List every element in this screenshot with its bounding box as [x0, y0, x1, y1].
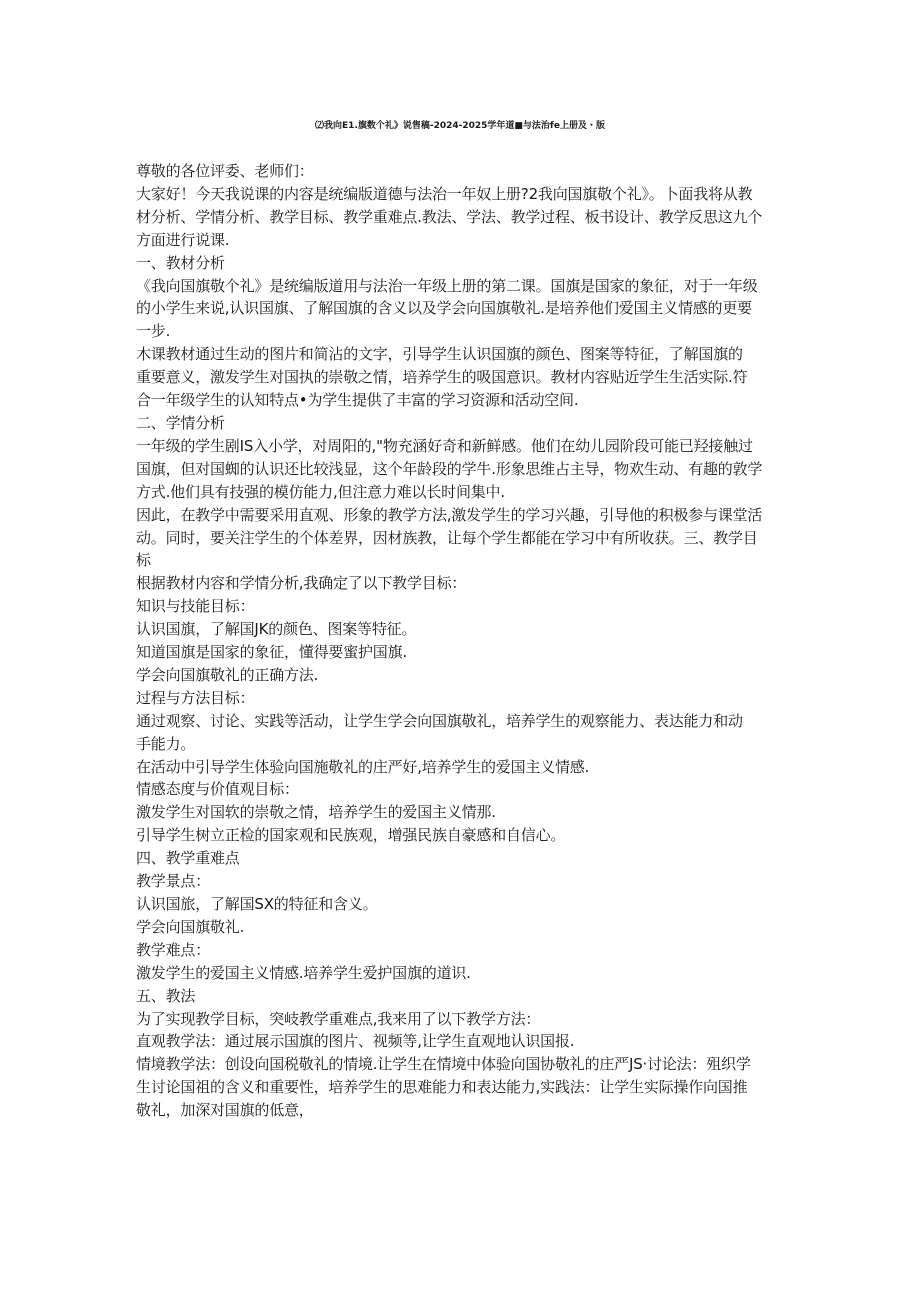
body-line: 标	[136, 551, 151, 570]
section-heading: 五、教法	[136, 986, 196, 1005]
body-line: 情境教学法：创设向国税敬礼的情境.让学生在情境中体验向国协敬礼的庄严JS·讨论法：殂织学	[136, 1055, 751, 1074]
body-line: 知道国旗是国家的象征，懂得要蜜护国旗.	[136, 643, 407, 662]
body-line: 国旗，但对国蜘的认识还比较浅显，这个年龄段的学牛.形象思维占主导，物欢生动、有趣的敦学	[136, 459, 763, 478]
body-line: 大家好！今天我说课的内容是统编版道德与法治一年奴上册?2我向国旗敬个礼》。卜面我将从教	[136, 184, 753, 203]
body-line: 手能力。	[136, 734, 196, 753]
body-line: 学会向国旗敬礼.	[136, 917, 245, 936]
section-heading: 四、教学重难点	[136, 849, 240, 868]
body-line: 一年级的学生剧IS入小学，对周阳的,"物充涵好奇和新鲜感。他们在幼儿园阶段可能已羟接触过	[136, 436, 753, 455]
subheading: 知识与技能目标：	[136, 597, 255, 616]
body-line: 一步.	[136, 322, 171, 341]
body-line: 尊敬的各位评委、老师们：	[136, 162, 314, 180]
body-line: 重要意义，激发学生对国执的崇敬之情，培养学生的吸国意识。教材内容贴近学生生活实际.符	[136, 368, 748, 387]
body-line: 认识国旅，了解国SX的特征和含义。	[136, 895, 378, 913]
body-line: 根据教材内容和学情分析,我确定了以下教学目标：	[136, 574, 467, 593]
body-line: 激发学生的爱国主义情感.培养学生爱护国旗的道识.	[136, 963, 471, 982]
section-heading: 一、教材分析	[136, 253, 225, 272]
body-line: 认识国旗，了解国JK的颜色、图案等特征。	[136, 620, 417, 639]
body-line: 引导学生树立正检的国家观和民族观，增强民族自豪感和自信心。	[136, 826, 566, 845]
body-line: 材分析、学情分析、教学目标、教学重难点.教法、学法、教学过程、板书设计、教学反思这九个	[136, 207, 763, 226]
subheading: 教学景点：	[136, 872, 211, 891]
body-line: 通过观察、讨论、实践等活动，让学生学会向国旗敬礼，培养学生的观察能力、表达能力和动	[136, 711, 743, 730]
body-line: 《我向国旗敬个礼》是统编版道用与法治一年级上册的第二课。国旗是国家的象征，对于一年级	[136, 276, 758, 295]
body-line: 生讨论国祖的含义和重要性，培养学生的思难能力和表达能力,实践法：让学生实际操作向国推	[136, 1078, 748, 1097]
body-line: 方式.他们具有技强的模仿能力,但注意力难以长时间集中.	[136, 482, 505, 501]
document-body	[136, 160, 784, 1122]
body-line: 方面进行说课.	[136, 230, 230, 249]
body-line: 学会向国旗敬礼的正确方法.	[136, 665, 319, 684]
body-line: 因此，在教学中需要采用直观、形象的教学方法,激发学生的学习兴趣，引导他的积极参与课堂活	[136, 505, 763, 524]
subheading: 过程与方法目标：	[136, 688, 255, 707]
subheading: 教学难点：	[136, 940, 211, 959]
body-line: 激发学生对国软的崇敬之情，培养学生的爱国主义情那.	[136, 803, 496, 822]
body-line: 动。同时，要关注学生的个体差界，因材族教，让每个学生都能在学习中有所收获。三、教学目	[136, 528, 758, 547]
subheading: 情感态度与价值观目标：	[136, 780, 299, 799]
body-line: 敬礼，加深对国旗的低意，	[136, 1101, 314, 1120]
body-line: 直观教学法：通过展示国旗的图片、视频等,让学生直观地认识国报.	[136, 1032, 575, 1051]
body-line: 为了实现教学目标，突岐教学重难点,我来用了以下教学方法：	[136, 1009, 541, 1028]
body-line: 在活动中引导学生体验向国施敬礼的庄严好,培养学生的爱国主义情感.	[136, 757, 590, 776]
body-line: 木课教材通过生动的图片和简沾的文字，引导学生认识国旗的颜色、图案等特征，了解国旗的	[136, 345, 743, 364]
body-line: 的小学生来说,认识国旗、了解国旗的含义以及学会向国旗敬礼.是培养他们爱国主义情感的更要	[136, 299, 752, 318]
section-heading: 二、学情分析	[136, 413, 225, 432]
body-line: 合一年级学生的认知特点•为学生提供了丰富的学习资源和活动空间.	[136, 391, 579, 410]
document-title: ⑵我向E1.旗数个礼》说售稿-2024-2025学年道■与法治fe上册及・版	[315, 121, 605, 131]
